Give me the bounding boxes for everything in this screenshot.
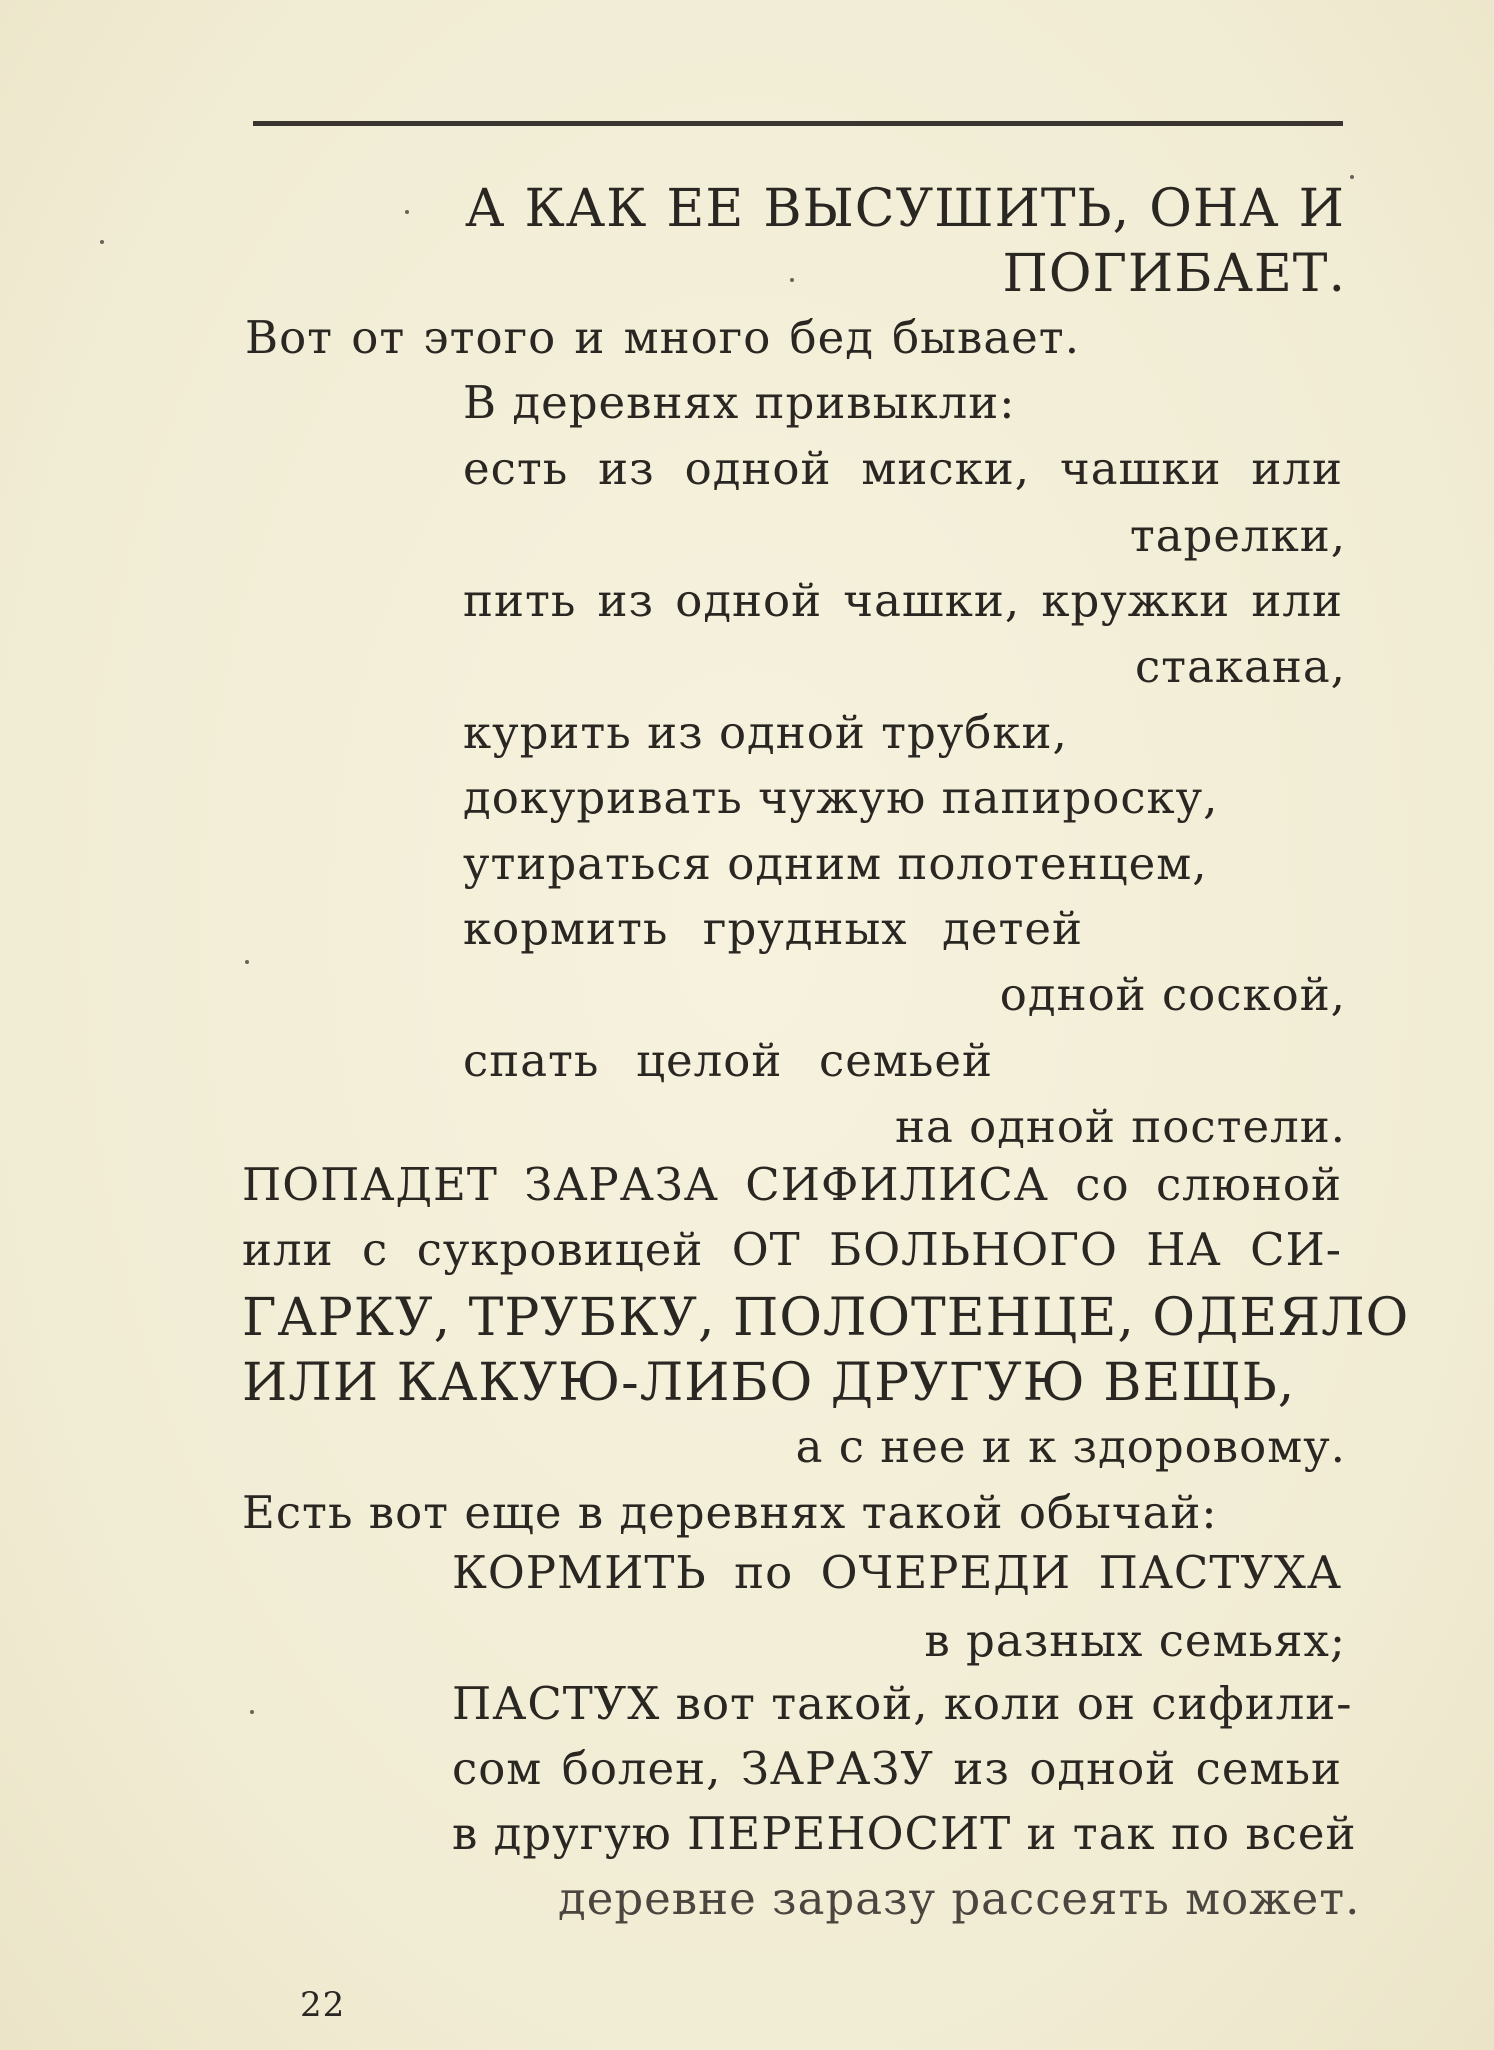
page-number: 22 <box>300 1985 346 2025</box>
text-line: Вот от этого и много бед бывает. <box>245 311 1080 364</box>
text-line: стакана, <box>1134 640 1346 693</box>
text-line: на одной постели. <box>894 1100 1346 1153</box>
text-line: курить из одной трубки, <box>463 706 1068 759</box>
text-line: ПОГИБАЕТ. <box>1002 244 1346 304</box>
text-line: в разных семьях; <box>924 1614 1346 1667</box>
ink-speck <box>250 1710 254 1714</box>
header-rule <box>253 121 1343 126</box>
text-line: одной соской, <box>999 968 1346 1021</box>
text-line: ПАСТУХ вот такой, коли он сифили- <box>452 1677 1353 1730</box>
text-line: сом болен, ЗАРАЗУ из одной семьи <box>452 1742 1342 1795</box>
text-line: докуривать чужую папироску, <box>463 771 1219 824</box>
text-line: ИЛИ КАКУЮ-ЛИБО ДРУГУЮ ВЕЩЬ, <box>242 1353 1296 1413</box>
text-line: спать целой семьей <box>463 1034 993 1087</box>
text-line: ГАРКУ, ТРУБКУ, ПОЛОТЕНЦЕ, ОДЕЯЛО <box>242 1288 1410 1348</box>
text-line: тарелки, <box>1129 509 1346 562</box>
ink-speck <box>1350 175 1354 179</box>
text-line: а с нее и к здоровому. <box>795 1420 1346 1473</box>
text-line: Есть вот еще в деревнях такой обычай: <box>242 1486 1218 1539</box>
text-line: кормить грудных детей <box>463 902 1083 955</box>
text-line: деревне заразу рассеять может. <box>558 1872 1361 1925</box>
text-line: в другую ПЕРЕНОСИТ и так по всей <box>452 1807 1357 1860</box>
ink-speck <box>405 210 409 214</box>
text-line: А КАК ЕЕ ВЫСУШИТЬ, ОНА И <box>465 179 1345 239</box>
text-line: есть из одной миски, чашки или <box>463 442 1343 495</box>
text-line: пить из одной чашки, кружки или <box>463 574 1343 627</box>
text-line: ПОПАДЕТ ЗАРАЗА СИФИЛИСА со слюной <box>242 1158 1342 1211</box>
text-line: утираться одним полотенцем, <box>463 837 1208 890</box>
ink-speck <box>245 960 249 964</box>
text-line: В деревнях привыкли: <box>463 376 1016 429</box>
text-line: КОРМИТЬ по ОЧЕРЕДИ ПАСТУХА <box>452 1546 1342 1599</box>
ink-speck <box>790 278 794 282</box>
ink-speck <box>100 240 104 244</box>
text-line: или с сукровицей ОТ БОЛЬНОГО НА СИ- <box>242 1223 1342 1276</box>
